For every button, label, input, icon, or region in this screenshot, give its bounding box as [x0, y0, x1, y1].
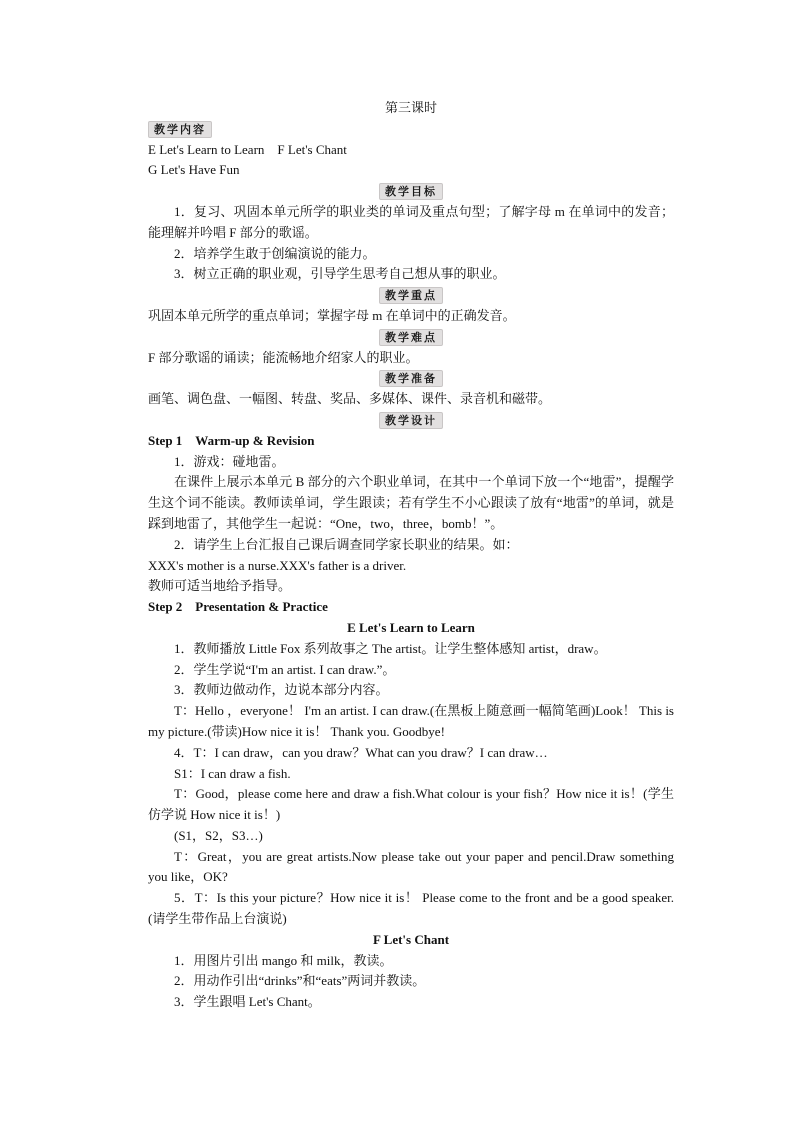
section-e-line: (S1，S2，S3…) — [174, 827, 263, 843]
tag-teaching-goals: 教学目标 — [379, 183, 443, 200]
tag-preparation: 教学准备 — [379, 370, 443, 387]
document-body — [148, 98, 674, 1013]
tag-teaching-content: 教学内容 — [148, 121, 212, 138]
section-e-line: 3．教师边做动作，边说本部分内容。 — [174, 682, 389, 698]
content-line: E Let's Learn to Learn F Let's Chant — [148, 141, 347, 157]
key-points-text: 巩固本单元所学的重点单词；掌握字母 m 在单词中的正确发音。 — [148, 307, 516, 323]
section-tag-row — [148, 119, 674, 140]
section-f-line: 1．用图片引出 mango 和 milk，教读。 — [174, 952, 393, 968]
tag-key-points: 教学重点 — [379, 287, 443, 304]
preparation-text: 画笔、调色盘、一幅图、转盘、奖品、多媒体、课件、录音机和磁带。 — [148, 391, 552, 407]
difficulty-text: F 部分歌谣的诵读；能流畅地介绍家人的职业。 — [148, 349, 419, 365]
tag-difficulty: 教学难点 — [379, 329, 443, 346]
goal-item: 2．培养学生敢于创编演说的能力。 — [174, 245, 376, 261]
step1-line: 在课件上展示本单元 B 部分的六个职业单词，在其中一个单词下放一个“地雷”，提醒学生这个词不能读。教师读单词，学生跟读；若有学生不小心跟读了放有“地雷”的单词，就是踩到地雷了，其他学生一起说：“One，two，three，bomb！”。 — [148, 474, 674, 531]
goal-item: 1．复习、巩固本单元所学的职业类的单词及重点句型；了解字母 m 在单词中的发音；能理解并吟唱 F 部分的歌谣。 — [148, 203, 674, 240]
section-f-line: 3．学生跟唱 Let's Chant。 — [174, 994, 321, 1010]
section-e-line: T：Good，please come here and draw a fish.What colour is your fish？How nice it is！(学生仿学说 How nice it is！) — [148, 786, 674, 823]
section-e-line: 4．T：I can draw，can you draw？What can you draw？I can draw… — [174, 744, 548, 760]
step1-line: XXX's mother is a nurse.XXX's father is a driver. — [148, 557, 407, 573]
section-e-line: T：Great，you are great artists.Now please take out your paper and pencil.Draw something you like，OK? — [148, 848, 674, 885]
page-title: 第三课时 — [384, 100, 437, 115]
section-e-line: T：Hello ，everyone！ I'm an artist. I can draw.(在黑板上随意画一幅简笔画)Look！ This is my picture.(带读)How nice it is！ Thank you. Goodbye! — [148, 703, 674, 739]
step1-heading: Step 1 Warm-up & Revision — [148, 432, 315, 448]
goal-item: 3．树立正确的职业观，引导学生思考自己想从事的职业。 — [174, 266, 506, 282]
section-e-line: S1：I can draw a fish. — [174, 765, 291, 781]
section-tag-row — [148, 285, 674, 306]
section-e-line: 2．学生学说“I'm an artist. I can draw.”。 — [174, 661, 396, 677]
tag-design: 教学设计 — [379, 412, 443, 429]
step1-line: 2．请学生上台汇报自己课后调查同学家长职业的结果。如： — [174, 536, 519, 552]
step1-line: 1．游戏：碰地雷。 — [174, 453, 285, 469]
section-tag-row — [148, 410, 674, 431]
section-e-line: 1．教师播放 Little Fox 系列故事之 The artist。让学生整体感知 artist，draw。 — [174, 640, 607, 656]
section-tag-row — [148, 368, 674, 389]
section-f-line: 2．用动作引出“drinks”和“eats”两词并教读。 — [174, 973, 426, 989]
section-tag-row — [148, 181, 674, 202]
section-e-line: 5．T：Is this your picture？How nice it is！ Please come to the front and be a good speaker.(请学生带作品上台演说) — [148, 890, 674, 927]
section-f-heading: F Let's Chant — [372, 931, 450, 947]
section-e-heading: E Let's Learn to Learn — [347, 619, 475, 635]
section-tag-row — [148, 327, 674, 348]
step2-heading: Step 2 Presentation & Practice — [148, 599, 328, 615]
step1-line: 教师可适当地给予指导。 — [148, 578, 292, 594]
content-line: G Let's Have Fun — [148, 162, 240, 178]
